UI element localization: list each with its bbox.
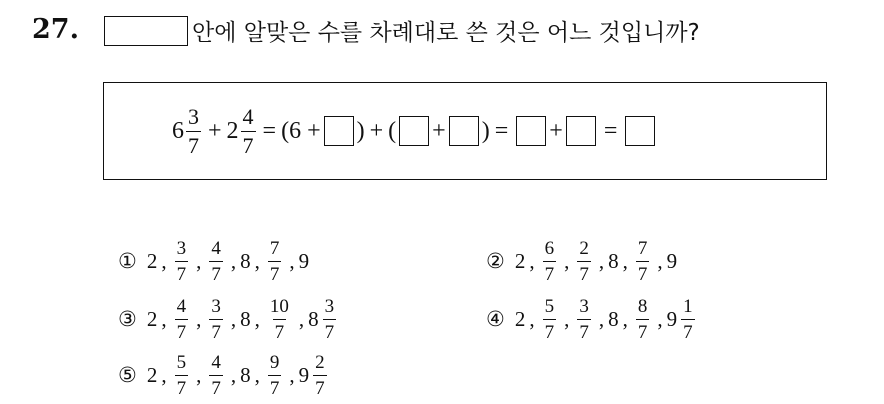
denominator: 7 xyxy=(242,132,254,158)
whole-number: 9 xyxy=(298,248,310,273)
comma-separator: , xyxy=(196,362,202,387)
denominator: 7 xyxy=(175,375,189,398)
close-group-2: ) xyxy=(481,117,490,144)
choice-value xyxy=(147,363,158,388)
choice-value xyxy=(299,353,331,398)
choice-value xyxy=(308,297,340,342)
answer-choice-3[interactable] xyxy=(118,290,340,348)
choice-value xyxy=(667,297,699,342)
denominator: 7 xyxy=(681,319,695,342)
plus-sign: + xyxy=(369,117,384,144)
choice-value xyxy=(240,307,251,332)
fraction xyxy=(268,353,282,398)
denominator: 7 xyxy=(543,261,557,284)
choice-value xyxy=(515,249,526,274)
plus-sign: + xyxy=(549,117,563,144)
fraction xyxy=(209,353,223,398)
whole-number: 8 xyxy=(608,248,619,273)
choice-mark: ② xyxy=(486,249,505,273)
denominator: 7 xyxy=(175,261,189,284)
numerator: 7 xyxy=(269,237,280,259)
numerator: 3 xyxy=(211,295,221,317)
whole-number: 2 xyxy=(146,248,158,273)
numerator: 10 xyxy=(269,295,289,317)
open-group-1: (6 + xyxy=(281,117,321,144)
comma-separator: , xyxy=(598,306,605,331)
denominator: 7 xyxy=(273,319,287,342)
numerator: 5 xyxy=(176,351,187,373)
numerator: 3 xyxy=(176,237,187,259)
choice-value xyxy=(667,249,678,274)
whole-number: 8 xyxy=(608,306,619,331)
fraction xyxy=(323,297,337,342)
choice-value xyxy=(299,249,310,274)
comma-separator: , xyxy=(622,306,628,331)
answer-blank-box xyxy=(104,16,188,46)
numerator: 8 xyxy=(637,295,648,317)
choice-value xyxy=(608,249,619,274)
numerator: 4 xyxy=(176,295,187,317)
answer-choice-4[interactable] xyxy=(486,290,699,348)
whole-number: 2 xyxy=(514,248,526,273)
numerator: 3 xyxy=(579,295,589,317)
choice-value xyxy=(264,297,295,342)
comma-separator: , xyxy=(622,248,628,273)
comma-separator: , xyxy=(161,362,167,387)
whole-number: 2 xyxy=(146,362,158,387)
choice-mark: ③ xyxy=(118,307,137,331)
blank-box-6 xyxy=(625,116,655,146)
fraction xyxy=(209,297,223,342)
numerator: 6 xyxy=(544,237,555,259)
denominator: 7 xyxy=(188,132,199,158)
answer-choice-2[interactable] xyxy=(486,232,677,290)
blank-box-4 xyxy=(516,116,546,146)
mixed-whole: 9 xyxy=(298,362,310,387)
denominator: 7 xyxy=(268,261,282,284)
choice-value xyxy=(264,353,286,398)
mixed-whole: 9 xyxy=(666,306,678,331)
plus-sign: + xyxy=(432,117,446,144)
choice-value xyxy=(608,307,619,332)
comma-separator: , xyxy=(230,362,237,387)
choice-value xyxy=(205,353,227,398)
fraction xyxy=(175,239,189,284)
choice-value xyxy=(240,363,251,388)
whole-number: 9 xyxy=(666,248,678,273)
equals-sign: = xyxy=(262,117,277,144)
denominator: 7 xyxy=(543,319,557,342)
fraction xyxy=(636,239,650,284)
denominator: 7 xyxy=(577,261,591,284)
close-group-1: ) xyxy=(356,117,365,144)
choice-value xyxy=(171,239,193,284)
denominator: 7 xyxy=(313,375,327,398)
comma-separator: , xyxy=(529,248,535,273)
stem-text: 안에 알맞은 수를 차례대로 쓴 것은 어느 것입니까? xyxy=(192,20,700,46)
numerator: 4 xyxy=(242,103,254,129)
numerator: 2 xyxy=(579,237,589,259)
blank-box-1 xyxy=(324,116,354,146)
numerator: 2 xyxy=(315,351,325,373)
answer-choice-1[interactable] xyxy=(118,232,309,290)
blank-box-2 xyxy=(399,116,429,146)
whole-number: 8 xyxy=(240,306,251,331)
comma-separator: , xyxy=(254,248,260,273)
choice-value xyxy=(539,239,561,284)
comma-separator: , xyxy=(298,306,305,331)
denominator: 7 xyxy=(636,261,650,284)
comma-separator: , xyxy=(564,306,570,331)
answer-choice-5[interactable] xyxy=(118,346,331,404)
question-number: 27. xyxy=(32,14,79,45)
open-group-2: ( xyxy=(388,117,397,144)
choice-value xyxy=(205,239,227,284)
comma-separator: , xyxy=(196,306,202,331)
choice-value xyxy=(632,239,654,284)
comma-separator: , xyxy=(657,306,663,331)
equation xyxy=(172,96,658,166)
comma-separator: , xyxy=(289,248,295,273)
numerator: 4 xyxy=(211,351,221,373)
fraction xyxy=(175,353,189,398)
choice-value xyxy=(171,297,193,342)
equals-sign: = xyxy=(494,117,509,144)
blank-box-3 xyxy=(449,116,479,146)
whole-number: 2 xyxy=(514,306,526,331)
comma-separator: , xyxy=(196,248,202,273)
numerator: 1 xyxy=(683,295,693,317)
comma-separator: , xyxy=(598,248,605,273)
comma-separator: , xyxy=(564,248,570,273)
choice-value xyxy=(147,249,158,274)
fraction xyxy=(268,239,282,284)
fraction xyxy=(241,103,256,158)
fraction xyxy=(313,353,327,398)
choice-value xyxy=(171,353,193,398)
denominator: 7 xyxy=(636,319,650,342)
choice-value xyxy=(632,297,654,342)
fraction xyxy=(209,239,223,284)
fraction xyxy=(543,239,557,284)
choice-mark: ① xyxy=(118,249,137,273)
fraction xyxy=(543,297,557,342)
equals-sign: = xyxy=(603,117,618,144)
denominator: 7 xyxy=(209,319,223,342)
denominator: 7 xyxy=(268,375,282,398)
choice-value xyxy=(573,239,595,284)
comma-separator: , xyxy=(161,306,167,331)
comma-separator: , xyxy=(657,248,663,273)
numerator: 4 xyxy=(211,237,221,259)
fraction xyxy=(577,297,591,342)
denominator: 7 xyxy=(209,375,223,398)
comma-separator: , xyxy=(230,306,237,331)
mixed-whole: 2 xyxy=(226,117,239,144)
whole-number: 2 xyxy=(146,306,158,331)
comma-separator: , xyxy=(254,306,260,331)
denominator: 7 xyxy=(209,261,223,284)
comma-separator: , xyxy=(161,248,167,273)
numerator: 3 xyxy=(324,295,335,317)
comma-separator: , xyxy=(529,306,535,331)
comma-separator: , xyxy=(289,362,295,387)
choice-mark: ④ xyxy=(486,307,505,331)
choice-value xyxy=(573,297,595,342)
denominator: 7 xyxy=(577,319,591,342)
numerator: 3 xyxy=(188,103,199,129)
choice-value xyxy=(240,249,251,274)
comma-separator: , xyxy=(254,362,260,387)
question-stem xyxy=(104,14,700,47)
denominator: 7 xyxy=(323,319,337,342)
choice-value xyxy=(515,307,526,332)
choice-value xyxy=(147,307,158,332)
comma-separator: , xyxy=(230,248,237,273)
fraction xyxy=(186,103,201,158)
denominator: 7 xyxy=(175,319,189,342)
choice-value xyxy=(264,239,286,284)
whole-number: 8 xyxy=(240,248,251,273)
fraction xyxy=(636,297,650,342)
numerator: 5 xyxy=(544,295,555,317)
mixed-whole: 8 xyxy=(308,306,319,331)
numerator: 9 xyxy=(269,351,280,373)
fraction xyxy=(268,297,291,342)
numerator: 7 xyxy=(637,237,648,259)
fraction xyxy=(577,239,591,284)
mixed-whole: 6 xyxy=(172,117,184,144)
choice-value xyxy=(539,297,561,342)
choice-mark: ⑤ xyxy=(118,363,137,387)
blank-box-5 xyxy=(566,116,596,146)
choice-value xyxy=(205,297,227,342)
fraction xyxy=(175,297,189,342)
whole-number: 8 xyxy=(240,362,251,387)
plus-sign: + xyxy=(208,117,222,144)
fraction xyxy=(681,297,695,342)
